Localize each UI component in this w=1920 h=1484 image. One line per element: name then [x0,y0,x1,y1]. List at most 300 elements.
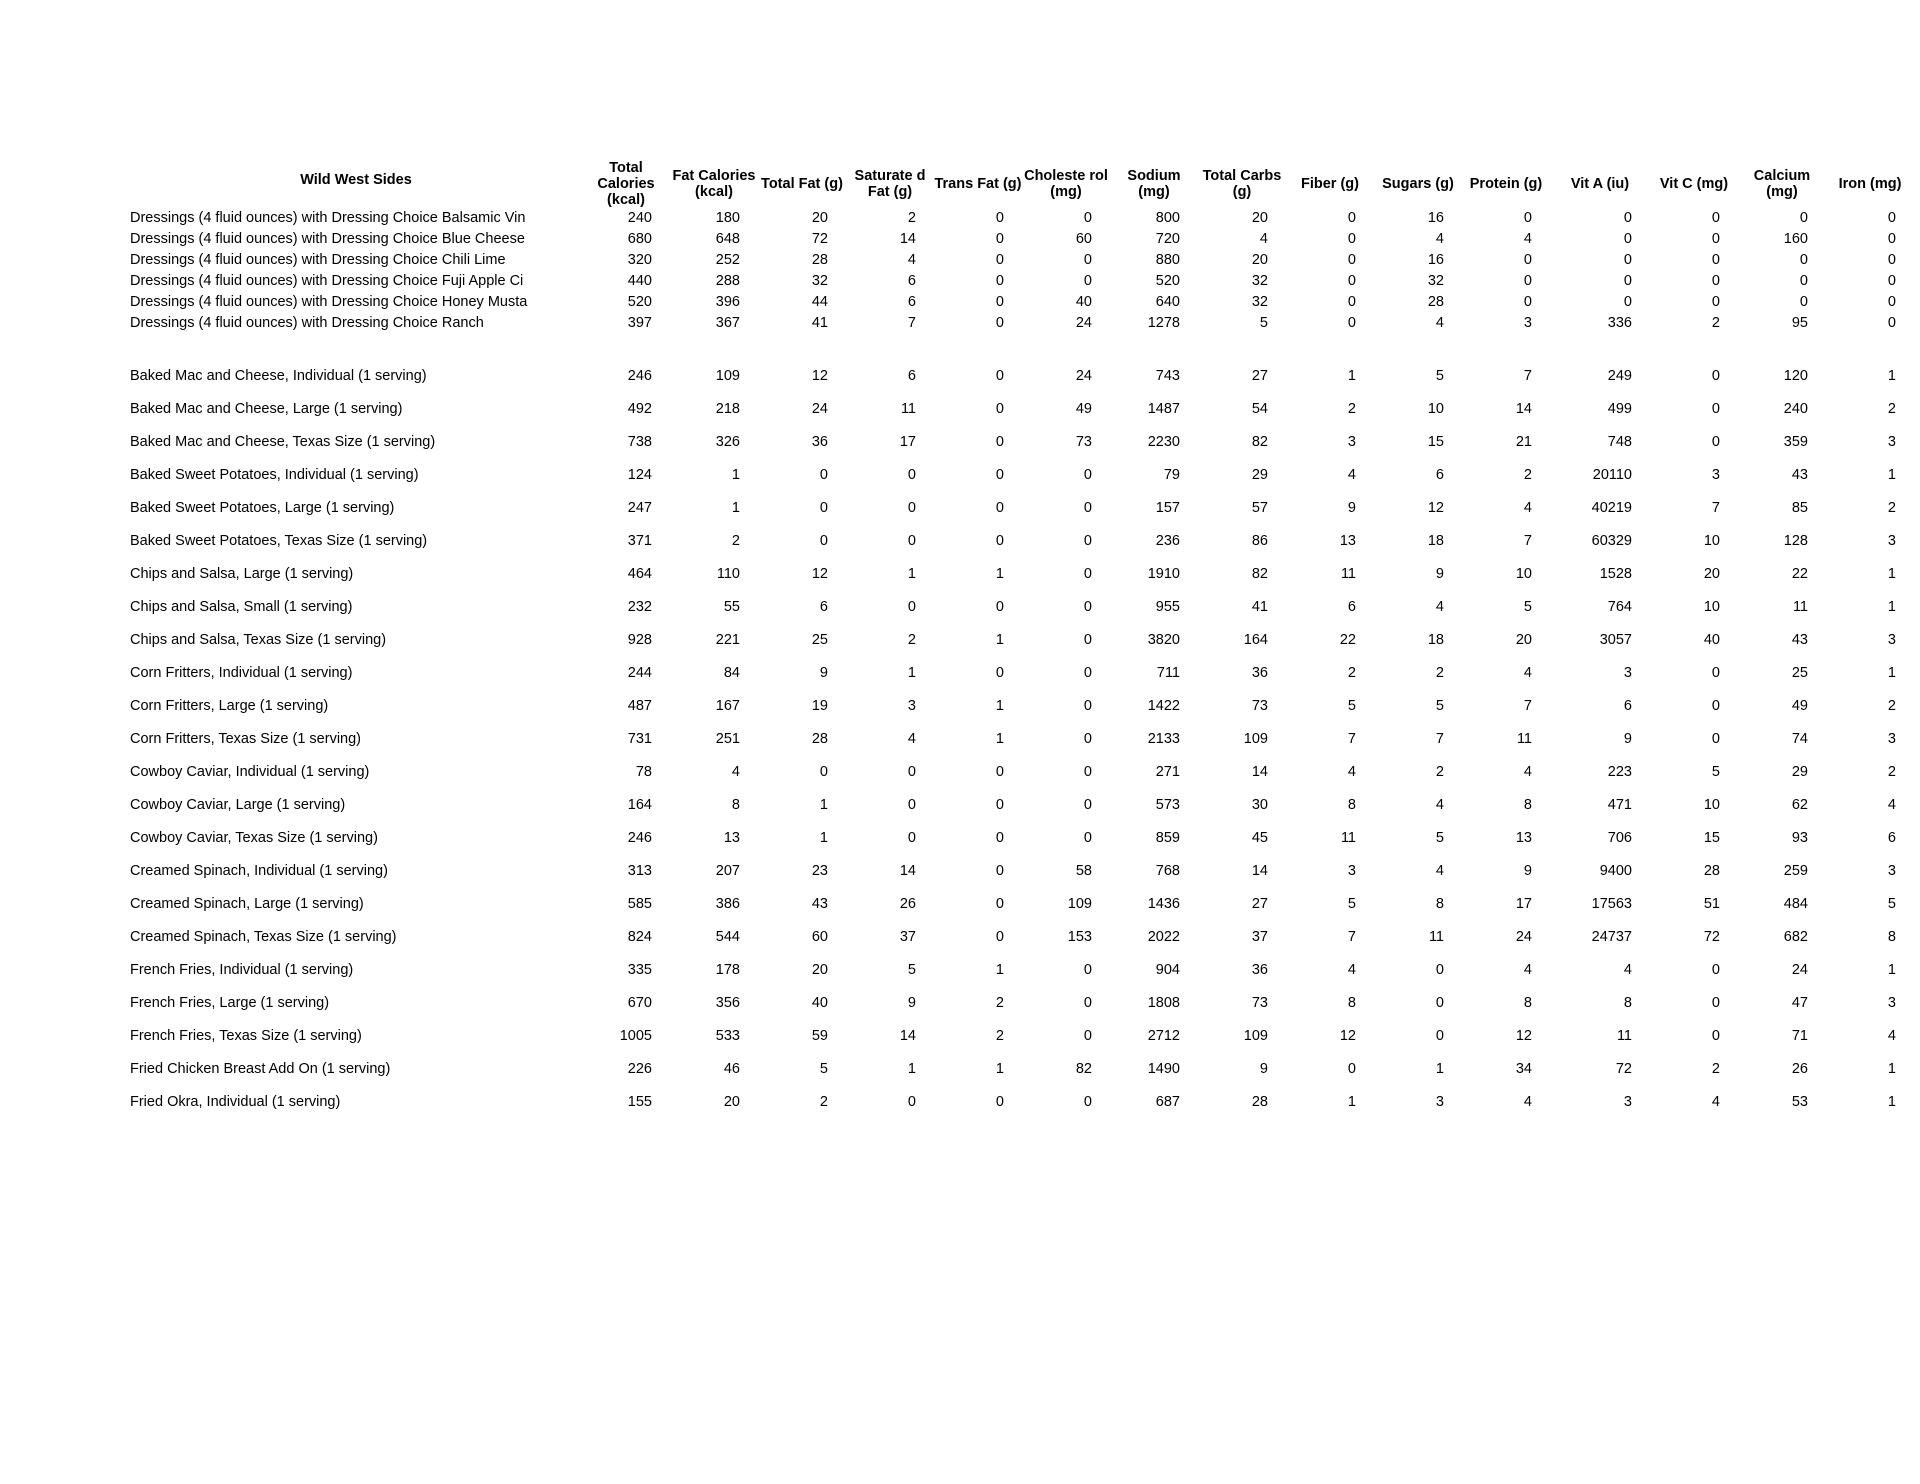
item-value: 26 [899,896,916,912]
item-value: 1 [1887,1061,1896,1077]
item-value: 24 [1075,368,1092,384]
table-row [130,558,1914,591]
item-value: 9 [1435,566,1444,582]
item-value: 1 [1887,599,1896,615]
item-value: 20 [1703,566,1720,582]
item-value: 5 [1711,764,1720,780]
item-value: 0 [995,434,1004,450]
item-value: 0 [995,533,1004,549]
item-value: 1 [1887,467,1896,483]
item-value: 2712 [1147,1028,1180,1044]
item-value: 12 [1515,1028,1532,1044]
column-header-3: Total Fat (g) [761,176,843,192]
dressing-row-value: 4 [1259,231,1268,247]
item-value: 41 [1251,599,1268,615]
item-value: 43 [1791,632,1808,648]
item-value: 0 [1083,533,1092,549]
item-value: 10 [1427,401,1444,417]
table-row [130,987,1914,1020]
item-value: 955 [1155,599,1180,615]
item-value: 4 [1523,764,1532,780]
item-value: 711 [1156,665,1180,681]
item-value: 0 [995,830,1004,846]
item-value: 1005 [619,1028,652,1044]
item-name: Baked Mac and Cheese, Individual (1 serving) [130,368,427,384]
dressing-row-value: 0 [1799,294,1808,310]
dressing-row-value: 0 [1347,210,1356,226]
item-value: 40 [1703,632,1720,648]
item-name: Chips and Salsa, Large (1 serving) [130,566,354,582]
item-value: 4 [1523,500,1532,516]
dressing-row-value: 0 [1887,273,1896,289]
item-value: 14 [899,1028,916,1044]
column-header-10: Sugars (g) [1382,176,1454,192]
item-value: 544 [715,929,740,945]
item-value: 93 [1791,830,1808,846]
dressing-row-value: 0 [1623,294,1632,310]
item-name: Fried Okra, Individual (1 serving) [130,1094,341,1110]
item-value: 1 [995,1061,1004,1077]
dressing-row-value: 6 [907,273,916,289]
item-value: 5 [1347,896,1356,912]
item-value: 1 [1887,962,1896,978]
item-value: 24 [1791,962,1808,978]
table-row [130,1053,1914,1086]
item-value: 313 [627,863,652,879]
item-value: 13 [723,830,740,846]
item-value: 1 [731,500,740,516]
dressing-row-value: 0 [1711,231,1720,247]
item-value: 356 [715,995,740,1011]
item-value: 5 [907,962,916,978]
item-name: Corn Fritters, Texas Size (1 serving) [130,731,361,747]
item-value: 2 [1523,467,1532,483]
item-value: 7 [1711,500,1720,516]
item-value: 6 [1887,830,1896,846]
column-header-13: Vit C (mg) [1659,176,1729,192]
item-value: 6 [1435,467,1444,483]
dressing-row-label: Dressings (4 fluid ounces) with Dressing Choice Balsamic Vin [130,210,526,226]
item-value: 0 [1083,665,1092,681]
item-value: 20 [811,962,828,978]
item-value: 2 [1887,401,1896,417]
item-value: 6 [907,368,916,384]
item-value: 28 [1251,1094,1268,1110]
item-value: 40219 [1591,500,1632,516]
item-value: 8 [1523,797,1532,813]
dressing-row-value: 0 [1347,252,1356,268]
item-value: 232 [627,599,652,615]
item-name: Cowboy Caviar, Texas Size (1 serving) [130,830,378,846]
column-header-9: Fiber (g) [1301,176,1359,192]
dressing-row-value: 0 [1347,294,1356,310]
item-value: 1 [995,566,1004,582]
column-header-4: Saturate d Fat (g) [854,168,926,200]
dressing-row-label: Dressings (4 fluid ounces) with Dressing Choice Fuji Apple Ci [130,273,524,289]
dressing-row-value: 4 [1523,231,1532,247]
column-header-15: Iron (mg) [1838,176,1902,192]
item-value: 19 [811,698,828,714]
dressing-row-value: 1278 [1147,315,1180,331]
item-value: 2 [1887,698,1896,714]
item-name: Fried Chicken Breast Add On (1 serving) [130,1061,391,1077]
dressing-row-value: 0 [1887,294,1896,310]
item-value: 484 [1783,896,1808,912]
dressing-row [130,208,1914,229]
item-value: 72 [1615,1061,1632,1077]
item-value: 4 [1711,1094,1720,1110]
item-value: 10 [1703,533,1720,549]
item-value: 11 [1616,1028,1632,1044]
table-row [130,921,1914,954]
item-value: 109 [1067,896,1092,912]
item-value: 240 [1783,401,1808,417]
item-name: Baked Sweet Potatoes, Texas Size (1 serving) [130,533,428,549]
item-value: 371 [627,533,652,549]
item-value: 0 [907,830,916,846]
item-value: 14 [899,863,916,879]
item-value: 0 [1435,1028,1444,1044]
dressing-row-value: 0 [1711,294,1720,310]
item-value: 24 [1515,929,1532,945]
item-name: Cowboy Caviar, Large (1 serving) [130,797,346,813]
dressing-row-value: 0 [1623,231,1632,247]
dressing-row-value: 160 [1783,231,1808,247]
item-value: 10 [1515,566,1532,582]
item-value: 0 [1083,1028,1092,1044]
dressing-row-value: 680 [627,231,652,247]
item-value: 1436 [1147,896,1180,912]
dressing-row-value: 367 [715,315,740,331]
dressing-row-value: 0 [995,315,1004,331]
table-row [130,393,1914,426]
item-value: 10 [1703,797,1720,813]
table-row [130,822,1914,855]
item-value: 3 [1887,632,1896,648]
item-value: 3 [1347,863,1356,879]
dressing-row-value: 32 [1427,273,1444,289]
item-value: 14 [1251,863,1268,879]
item-value: 3 [1347,434,1356,450]
item-value: 1 [1435,1061,1444,1077]
item-value: 271 [1155,764,1180,780]
dressing-row-value: 7 [907,315,916,331]
dressing-row-value: 0 [1711,210,1720,226]
table-row [130,525,1914,558]
table-row [130,855,1914,888]
item-value: 8 [1435,896,1444,912]
item-value: 1490 [1147,1061,1180,1077]
item-value: 1 [907,665,916,681]
table-body [130,360,1914,1119]
item-value: 0 [995,467,1004,483]
dressing-row-value: 16 [1427,210,1444,226]
dressing-row-value: 0 [1711,252,1720,268]
item-name: Creamed Spinach, Large (1 serving) [130,896,364,912]
item-value: 9400 [1599,863,1632,879]
item-value: 247 [627,500,652,516]
item-value: 3 [1887,533,1896,549]
item-value: 4 [1623,962,1632,978]
item-value: 251 [715,731,740,747]
item-value: 4 [1523,962,1532,978]
item-value: 1 [907,566,916,582]
item-value: 1 [995,731,1004,747]
dressing-row-value: 0 [1623,252,1632,268]
item-name: Baked Sweet Potatoes, Large (1 serving) [130,500,395,516]
item-value: 0 [995,1094,1004,1110]
item-value: 0 [1711,368,1720,384]
item-value: 8 [1523,995,1532,1011]
item-value: 0 [1711,665,1720,681]
item-value: 236 [1155,533,1180,549]
item-value: 82 [1251,566,1268,582]
item-value: 0 [1083,698,1092,714]
item-value: 49 [1791,698,1808,714]
item-value: 82 [1251,434,1268,450]
dressing-row-value: 3 [1523,315,1532,331]
item-value: 0 [1435,962,1444,978]
item-value: 2 [731,533,740,549]
table-row [130,1086,1914,1119]
item-value: 0 [1711,1028,1720,1044]
item-value: 15 [1427,434,1444,450]
item-value: 7 [1523,533,1532,549]
item-value: 27 [1251,368,1268,384]
dressing-row-value: 440 [627,273,652,289]
dressing-row-value: 0 [1711,273,1720,289]
item-value: 0 [1083,797,1092,813]
dressing-row-value: 520 [1155,273,1180,289]
column-header-11: Protein (g) [1469,176,1543,192]
item-value: 157 [1155,500,1180,516]
item-value: 15 [1703,830,1720,846]
item-value: 8 [1623,995,1632,1011]
column-header-6: Choleste rol (mg) [1024,168,1108,200]
item-value: 738 [627,434,652,450]
item-value: 0 [907,533,916,549]
item-value: 0 [1083,566,1092,582]
item-value: 11 [1428,929,1444,945]
dressing-row-value: 16 [1427,252,1444,268]
item-value: 573 [1155,797,1180,813]
item-value: 4 [1435,863,1444,879]
item-value: 492 [627,401,652,417]
item-value: 78 [635,764,652,780]
item-value: 153 [1067,929,1092,945]
item-value: 706 [1607,830,1632,846]
item-value: 0 [819,533,828,549]
item-value: 326 [715,434,740,450]
dressing-row-value: 0 [1623,273,1632,289]
item-value: 79 [1163,467,1180,483]
item-value: 1 [995,962,1004,978]
item-value: 84 [723,665,740,681]
dressing-row-value: 0 [1347,231,1356,247]
item-value: 164 [1243,632,1268,648]
nutrition-table [130,160,1914,1119]
item-value: 2 [1887,764,1896,780]
item-value: 73 [1075,434,1092,450]
item-value: 7 [1523,698,1532,714]
item-value: 8 [731,797,740,813]
dressing-row [130,292,1914,313]
item-value: 22 [1791,566,1808,582]
item-value: 5 [1347,698,1356,714]
item-value: 21 [1515,434,1532,450]
dressing-row-value: 0 [995,294,1004,310]
item-value: 244 [627,665,652,681]
item-value: 2 [1435,764,1444,780]
item-value: 3057 [1599,632,1632,648]
dressing-row-value: 28 [811,252,828,268]
item-value: 27 [1251,896,1268,912]
item-value: 0 [1711,962,1720,978]
item-value: 13 [1339,533,1356,549]
item-value: 55 [723,599,740,615]
item-value: 2230 [1147,434,1180,450]
item-value: 0 [1083,632,1092,648]
item-value: 6 [1347,599,1356,615]
item-value: 218 [715,401,740,417]
item-value: 4 [1347,962,1356,978]
item-value: 5 [819,1061,828,1077]
item-value: 9 [907,995,916,1011]
item-value: 29 [1791,764,1808,780]
dressing-row-value: 0 [995,252,1004,268]
item-value: 12 [1427,500,1444,516]
item-value: 30 [1251,797,1268,813]
item-value: 11 [1340,830,1356,846]
item-value: 1910 [1147,566,1180,582]
item-value: 5 [1523,599,1532,615]
item-value: 0 [1347,1061,1356,1077]
item-value: 24737 [1591,929,1632,945]
dressing-row-value: 20 [1251,252,1268,268]
item-value: 3 [1887,995,1896,1011]
item-value: 59 [811,1028,828,1044]
item-value: 3 [1887,863,1896,879]
item-value: 109 [1243,731,1268,747]
table-row [130,888,1914,921]
dressing-row-value: 32 [1251,273,1268,289]
item-value: 73 [1251,698,1268,714]
item-value: 73 [1251,995,1268,1011]
dressing-row-value: 20 [811,210,828,226]
dressings-continuation-rows [130,208,1914,334]
item-value: 0 [995,368,1004,384]
item-value: 3 [1887,434,1896,450]
dressing-row-value: 320 [627,252,652,268]
dressing-row-value: 0 [1083,210,1092,226]
dressing-row-value: 397 [627,315,652,331]
item-value: 17 [899,434,916,450]
item-value: 0 [1083,500,1092,516]
item-value: 178 [715,962,740,978]
item-value: 3 [907,698,916,714]
dressing-row-value: 6 [907,294,916,310]
item-value: 0 [1435,995,1444,1011]
item-value: 25 [811,632,828,648]
item-value: 2 [995,995,1004,1011]
item-name: Corn Fritters, Large (1 serving) [130,698,329,714]
table-row [130,756,1914,789]
item-value: 5 [1435,368,1444,384]
item-value: 0 [1711,401,1720,417]
dressing-row-value: 72 [811,231,828,247]
item-value: 4 [1887,1028,1896,1044]
item-value: 8 [1887,929,1896,945]
item-value: 82 [1075,1061,1092,1077]
item-value: 1 [1347,1094,1356,1110]
dressing-row-value: 0 [1523,273,1532,289]
item-value: 859 [1155,830,1180,846]
table-row [130,789,1914,822]
item-value: 40 [811,995,828,1011]
item-value: 904 [1155,962,1180,978]
item-value: 464 [627,566,652,582]
item-value: 7 [1523,368,1532,384]
dressing-row-value: 0 [1623,210,1632,226]
item-value: 0 [1083,962,1092,978]
item-value: 1 [1887,1094,1896,1110]
item-value: 0 [1083,995,1092,1011]
item-value: 5 [1435,698,1444,714]
item-value: 1 [995,632,1004,648]
item-value: 928 [627,632,652,648]
dressing-row-value: 648 [715,231,740,247]
item-value: 585 [627,896,652,912]
table-row [130,426,1914,459]
item-value: 223 [1607,764,1632,780]
column-header-12: Vit A (iu) [1570,176,1630,192]
item-value: 0 [995,764,1004,780]
item-value: 4 [1887,797,1896,813]
item-value: 28 [1703,863,1720,879]
item-value: 1 [819,830,828,846]
item-value: 2 [1435,665,1444,681]
item-name: Chips and Salsa, Small (1 serving) [130,599,353,615]
column-header-5: Trans Fat (g) [934,176,1022,192]
item-value: 1487 [1147,401,1180,417]
item-value: 2 [1347,665,1356,681]
item-name: Chips and Salsa, Texas Size (1 serving) [130,632,387,648]
item-value: 682 [1783,929,1808,945]
item-value: 0 [1083,830,1092,846]
item-value: 3 [1711,467,1720,483]
item-name: Cowboy Caviar, Individual (1 serving) [130,764,370,780]
item-name: French Fries, Individual (1 serving) [130,962,354,978]
item-value: 110 [716,566,740,582]
dressing-row-value: 0 [1347,273,1356,289]
dressing-row-value: 0 [1347,315,1356,331]
item-value: 49 [1075,401,1092,417]
dressing-row-value: 0 [1083,252,1092,268]
item-value: 2 [819,1094,828,1110]
dressing-row-value: 28 [1427,294,1444,310]
item-value: 1528 [1599,566,1632,582]
item-value: 8 [1347,797,1356,813]
item-value: 9 [819,665,828,681]
item-value: 768 [1155,863,1180,879]
item-value: 670 [627,995,652,1011]
item-value: 26 [1791,1061,1808,1077]
item-value: 246 [627,830,652,846]
item-value: 46 [723,1061,740,1077]
item-value: 2 [907,632,916,648]
table-row [130,657,1914,690]
dressing-row-value: 2 [907,210,916,226]
